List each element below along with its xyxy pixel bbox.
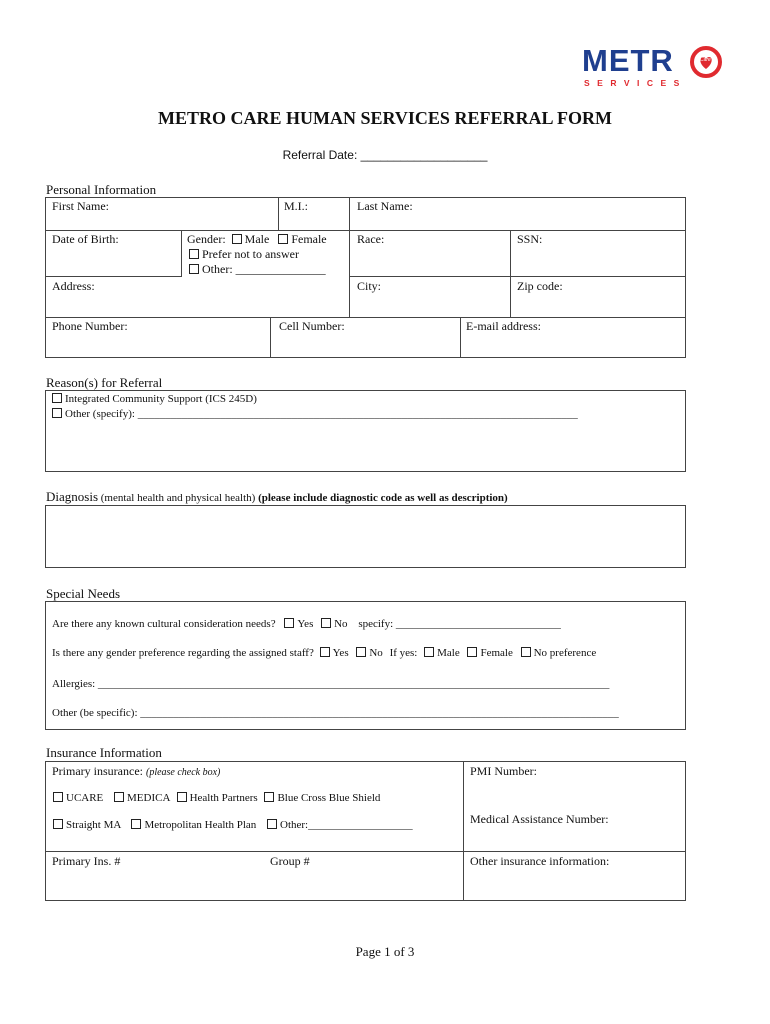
straight-ma-checkbox[interactable] [53,819,63,829]
cultural-question: Are there any known cultural consideration needs? [52,618,276,630]
gender-pref-row [52,647,596,659]
gender-pref-female-label: Female [480,647,513,659]
check-box-note: (please check box) [145,767,221,778]
mi-field[interactable]: M.I.: [284,199,308,213]
medica-label: MEDICA [127,792,170,804]
gender-male-label: Male [244,232,270,246]
reason-ics-row [52,393,257,405]
cultural-yes-label: Yes [297,618,314,630]
special-needs-heading: Special Needs [46,586,121,601]
gender-female-label: Female [291,232,327,246]
gender-pref-yes-checkbox[interactable] [320,647,330,657]
diagnosis-heading [46,489,508,505]
insurance-options-row-2 [53,819,413,831]
insurance-other-label[interactable]: Other:___________________ [280,819,413,831]
zip-field[interactable]: Zip code: [517,279,563,293]
form-title: METRO CARE HUMAN SERVICES REFERRAL FORM [158,108,612,128]
gender-prefer-checkbox[interactable] [189,249,199,259]
gender-pref-no-checkbox[interactable] [356,647,366,657]
city-field[interactable]: City: [357,279,382,293]
gender-prefer-row [189,247,299,262]
bcbs-label: Blue Cross Blue Shield [277,792,381,804]
gender-male-checkbox[interactable] [232,234,242,244]
reason-ics-checkbox[interactable] [52,393,62,403]
special-other-field[interactable]: Other (be specific): _______________________________________________________________________________________ [52,707,619,719]
ucare-label: UCARE [66,792,104,804]
gender-pref-female-checkbox[interactable] [467,647,477,657]
page-number: Page 1 of 3 [355,944,415,959]
gender-female-checkbox[interactable] [278,234,288,244]
logo-word: METR [582,43,674,78]
reason-other-row [52,408,578,420]
metro-health-checkbox[interactable] [131,819,141,829]
ssn-field[interactable]: SSN: [517,232,543,246]
gender-prefer-label: Prefer not to answer [202,247,299,261]
health-partners-label: Health Partners [189,792,258,804]
phone-field[interactable]: Phone Number: [52,319,128,333]
logo-sub: SERVICES [584,78,687,88]
personal-info-heading: Personal Information [46,182,157,197]
ucare-checkbox[interactable] [53,792,63,802]
email-field[interactable]: E-mail address: [466,319,541,333]
diagnosis-heading-mid: (mental health and physical health) [98,492,259,504]
gender-group [187,232,327,247]
referral-reason-heading: Reason(s) for Referral [46,375,163,390]
gender-pref-yes-label: Yes [332,647,349,659]
logo [582,44,727,90]
heart-logo-icon [690,46,722,78]
other-insurance-field[interactable]: Other insurance information: [470,854,610,868]
primary-insurance-row [52,764,220,779]
referral-date[interactable]: Referral Date: ___________________ [282,148,488,162]
group-number-field[interactable]: Group # [270,854,310,868]
diagnosis-box[interactable] [45,505,686,568]
first-name-field[interactable]: First Name: [52,199,109,213]
bcbs-checkbox[interactable] [264,792,274,802]
medical-assistance-field[interactable]: Medical Assistance Number: [470,812,609,826]
gender-pref-male-label: Male [437,647,460,659]
gender-pref-male-checkbox[interactable] [424,647,434,657]
primary-insurance-label: Primary insurance: [52,764,143,778]
cultural-no-checkbox[interactable] [321,618,331,628]
straight-ma-label: Straight MA [66,819,121,831]
gender-other-label[interactable]: Other: _______________ [202,262,326,276]
gender-other-checkbox[interactable] [189,264,199,274]
pmi-field[interactable]: PMI Number: [470,764,537,778]
insurance-heading: Insurance Information [46,745,162,760]
logo-heart-text: Care [700,57,711,63]
allergies-field[interactable]: Allergies: _____________________________________________________________________________________________ [52,678,610,690]
reason-other-checkbox[interactable] [52,408,62,418]
gender-pref-no-label: No [369,647,383,659]
primary-ins-number-field[interactable]: Primary Ins. # [52,854,121,868]
race-field[interactable]: Race: [357,232,385,246]
metro-health-label: Metropolitan Health Plan [144,819,257,831]
dob-field[interactable]: Date of Birth: [52,232,119,246]
gender-other-row [189,262,326,277]
health-partners-checkbox[interactable] [177,792,187,802]
diagnosis-heading-end: (please include diagnostic code as well as description) [258,492,508,504]
diagnosis-heading-bold: Diagnosis [46,489,98,504]
insurance-other-checkbox[interactable] [267,819,277,829]
gender-pref-none-label: No preference [533,647,597,659]
reason-other-label[interactable]: Other (specify): ________________________________________________________________________________ [65,408,578,420]
medica-checkbox[interactable] [114,792,124,802]
gender-label: Gender: [187,232,226,246]
reason-ics-label: Integrated Community Support (ICS 245D) [65,393,257,405]
cultural-specify[interactable]: specify: ______________________________ [358,618,561,630]
address-field[interactable]: Address: [52,279,95,293]
insurance-options-row-1 [53,792,380,804]
gender-pref-none-checkbox[interactable] [521,647,531,657]
cultural-question-row [52,618,561,630]
cultural-no-label: No [334,618,348,630]
cell-field[interactable]: Cell Number: [279,319,345,333]
last-name-field[interactable]: Last Name: [357,199,413,213]
gender-pref-if-yes: If yes: [389,647,418,659]
gender-pref-question: Is there any gender preference regarding the assigned staff? [52,647,314,659]
cultural-yes-checkbox[interactable] [284,618,294,628]
